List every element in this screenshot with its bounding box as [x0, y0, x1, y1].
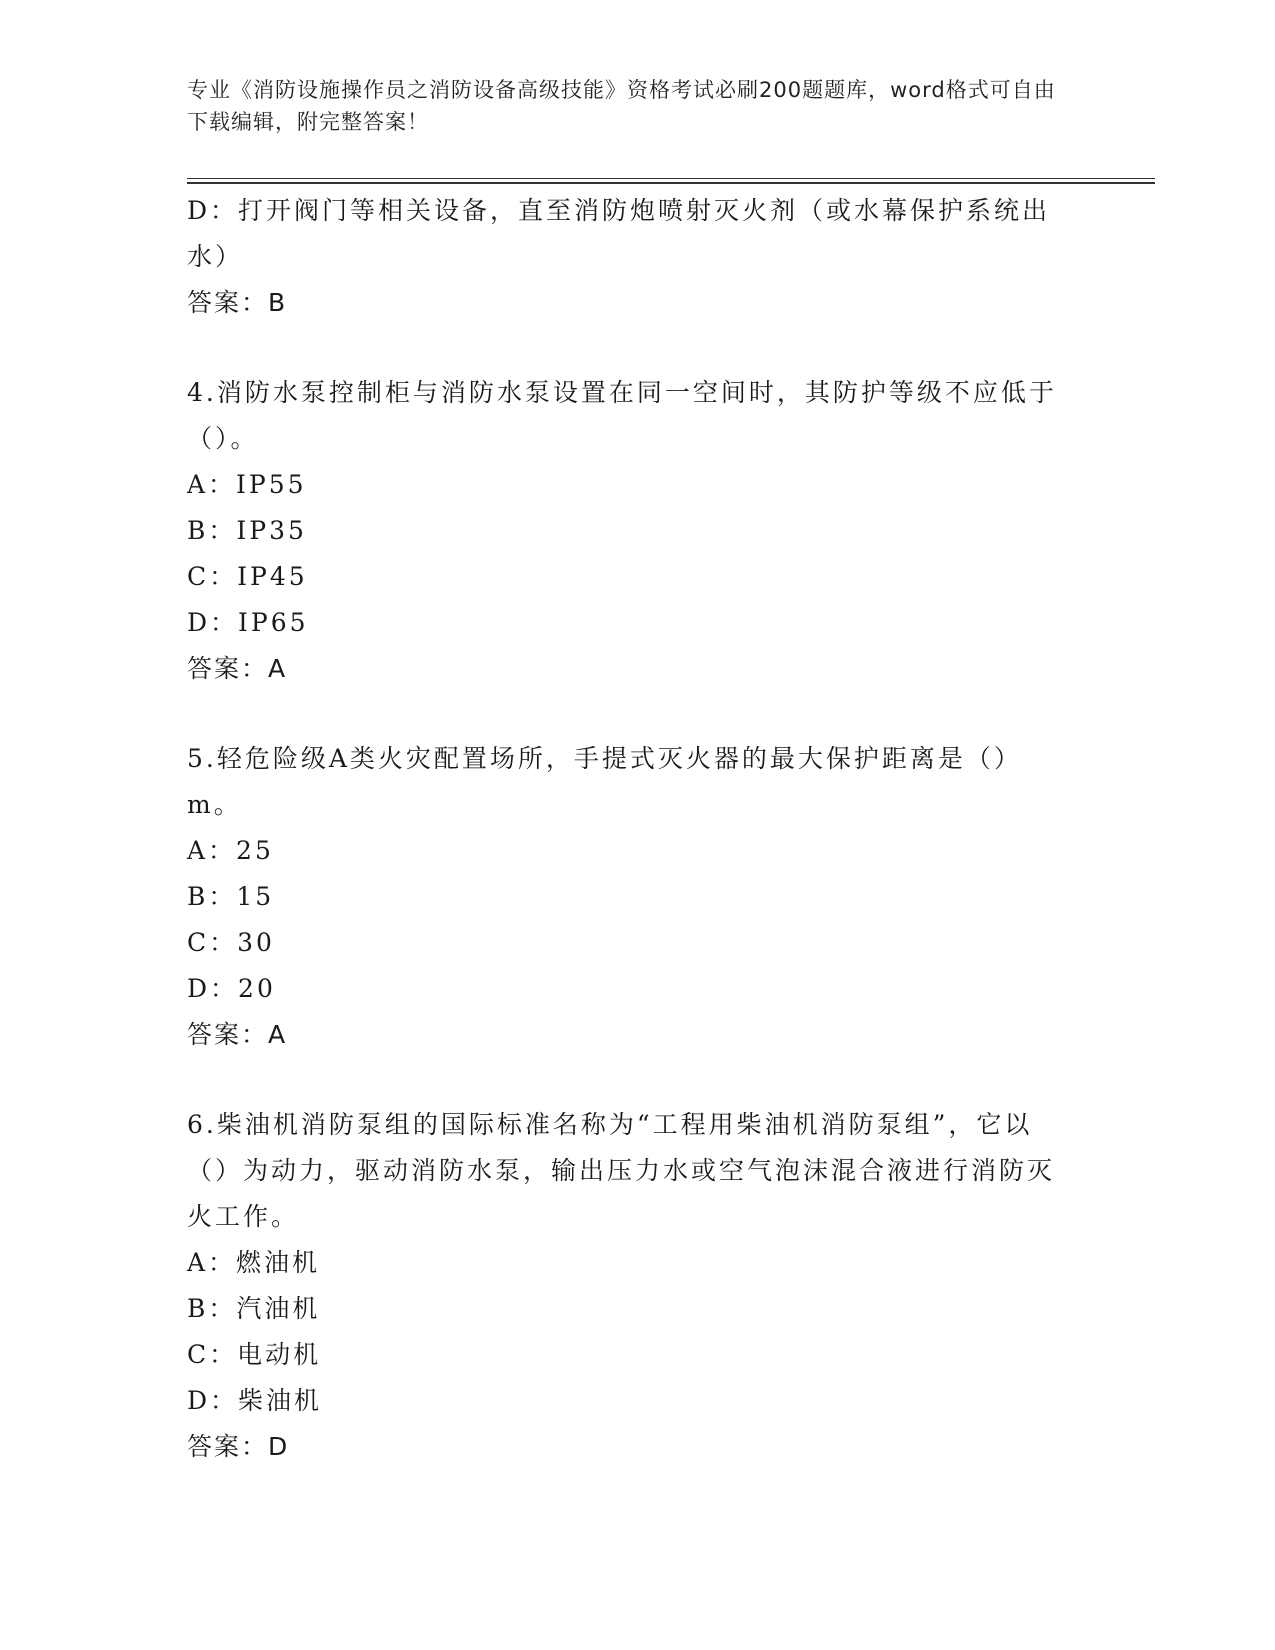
option-c: C：IP45	[187, 562, 308, 591]
option-b: B：汽油机	[187, 1294, 321, 1323]
header-divider-thick	[187, 182, 1155, 184]
spacer	[187, 326, 1087, 370]
document-header: 专业《消防设施操作员之消防设备高级技能》资格考试必刷200题题库，word格式可自由下载编辑，附完整答案！	[187, 78, 1056, 134]
question-6	[187, 1102, 1087, 1470]
option-d: D：IP65	[187, 608, 309, 637]
option-d: D：柴油机	[187, 1386, 323, 1415]
option-b: B：IP35	[187, 516, 307, 545]
option-c: C：电动机	[187, 1340, 322, 1369]
question-stem: 4.消防水泵控制柜与消防水泵设置在同一空间时，其防护等级不应低于（）。	[187, 378, 1057, 453]
spacer	[187, 1058, 1087, 1102]
question-content	[187, 188, 1087, 1470]
option-b: B：15	[187, 882, 275, 911]
option-a: A：IP55	[187, 470, 307, 499]
question-answer: 答案：A	[187, 654, 288, 683]
option-d: D：20	[187, 974, 276, 1003]
header-divider-thin	[187, 178, 1155, 179]
question-answer: 答案：A	[187, 1020, 288, 1049]
continued-answer: 答案：B	[187, 288, 288, 317]
continued-option-d: D：打开阀门等相关设备，直至消防炮喷射灭火剂（或水幕保护系统出水）	[187, 196, 1051, 271]
spacer	[187, 692, 1087, 736]
question-5	[187, 736, 1087, 1058]
question-stem: 6.柴油机消防泵组的国际标准名称为“工程用柴油机消防泵组”，它以（）为动力，驱动消防水泵，输出压力水或空气泡沫混合液进行消防灭火工作。	[187, 1110, 1056, 1231]
option-a: A：25	[187, 836, 274, 865]
question-stem: 5.轻危险级A类火灾配置场所，手提式灭火器的最大保护距离是（）m。	[187, 744, 1022, 819]
option-a: A：燃油机	[187, 1248, 321, 1277]
question-answer: 答案：D	[187, 1432, 290, 1461]
question-4	[187, 370, 1087, 692]
option-c: C：30	[187, 928, 275, 957]
